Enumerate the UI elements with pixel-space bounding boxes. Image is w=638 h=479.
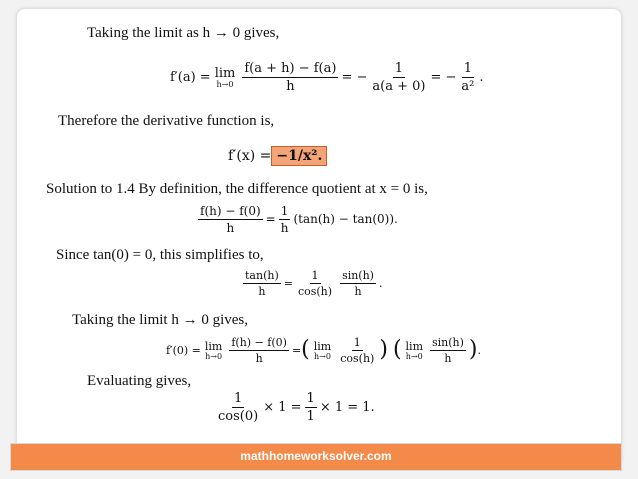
eq5-frac2-num: 1 <box>353 335 361 349</box>
eq1-frac1 <box>242 61 338 94</box>
eq1-frac2-den: a(a + 0) <box>372 78 426 94</box>
eq1-lim-word: lim <box>214 65 236 81</box>
eq3-frac2 <box>279 204 291 235</box>
eq5-eq: = <box>291 343 302 357</box>
derivative-intro-text: Therefore the derivative function is, <box>58 113 275 129</box>
eq6-frac2-num: 1 <box>306 390 315 406</box>
eq5-limit-2 <box>314 340 331 361</box>
eq6-frac2-den: 1 <box>306 408 315 424</box>
eq1-frac2 <box>370 61 427 94</box>
eq1-frac3 <box>459 61 476 94</box>
eq1-limit <box>215 66 236 89</box>
eq4-frac3 <box>340 269 376 298</box>
eq6-frac1 <box>216 391 260 424</box>
eq5-frac2 <box>338 336 376 365</box>
eq4-frac2-num: 1 <box>311 268 319 282</box>
eq6-times2: × 1 = 1. <box>319 399 375 415</box>
eq5-frac3-num: sin(h) <box>432 335 464 349</box>
eq6-frac2 <box>305 391 317 424</box>
eq3-frac1-den: h <box>226 220 235 235</box>
simplify-intro-text: Since tan(0) = 0, this simplifies to, <box>56 247 264 263</box>
eq5-lim2-word: lim <box>313 339 332 353</box>
eq5-limit-3 <box>406 340 423 361</box>
eq4-frac2-den: cos(h) <box>297 284 333 298</box>
eq3-frac1 <box>198 204 263 235</box>
eq3-frac2-num: 1 <box>280 203 289 218</box>
solution-intro-text: Solution to 1.4 By definition, the difference quotient at x = 0 is, <box>46 181 428 197</box>
eq3-frac1-num: f(h) − f(0) <box>200 203 261 218</box>
equation-limit-derivative-at-0 <box>166 330 481 370</box>
eq3-eq: = <box>265 212 276 226</box>
limit-intro-text-2: Taking the limit h → 0 gives, <box>72 312 249 328</box>
eq6-frac1-num: 1 <box>233 390 243 406</box>
eq1-frac1-num: f(a + h) − f(a) <box>244 60 337 76</box>
eq1-frac3-den: a² <box>461 78 475 94</box>
eq4-end: . <box>378 276 383 290</box>
eq4-frac3-den: h <box>354 284 362 298</box>
evaluate-intro-text: Evaluating gives, <box>87 373 192 389</box>
eq6-times1: × 1 = <box>263 399 302 415</box>
equation-evaluation <box>213 388 375 426</box>
eq5-end: . <box>477 343 482 357</box>
eq3-frac2-den: h <box>280 220 289 235</box>
eq4-eq: = <box>283 276 293 290</box>
eq5-lim3-sub: h→0 <box>405 351 423 361</box>
eq4-frac1-den: h <box>258 284 266 298</box>
eq5-limit <box>205 340 222 361</box>
eq4-frac3-num: sin(h) <box>342 268 374 282</box>
eq1-frac2-num: 1 <box>394 60 404 76</box>
eq5-frac3-den: h <box>444 351 452 365</box>
eq1-eq-neg: = − <box>341 69 368 85</box>
eq5-frac2-den: cos(h) <box>340 351 375 365</box>
eq5-lim3-word: lim <box>405 339 423 353</box>
eq5-lim-word: lim <box>204 339 223 353</box>
eq1-frac3-num: 1 <box>463 60 472 76</box>
eq2-lhs: f′(x) = <box>228 148 272 164</box>
limit-intro-text: Taking the limit as h → 0 gives, <box>87 25 280 41</box>
eq5-frac1-num: f(h) − f(0) <box>231 335 287 349</box>
equation-simplified <box>240 267 382 299</box>
eq5-frac1-den: h <box>255 351 263 365</box>
eq5-frac3 <box>430 336 466 365</box>
eq1-eq-neg2: = − <box>430 69 457 85</box>
eq4-frac1-num: tan(h) <box>245 268 279 282</box>
eq5-lhs: f′(0) = <box>166 343 201 357</box>
eq5-paren-open-1: ( <box>301 337 310 362</box>
eq3-rest: (tan(h) − tan(0)). <box>293 212 398 226</box>
eq5-lim-sub: h→0 <box>205 351 223 361</box>
eq1-lhs: f′(a) = <box>170 69 211 85</box>
eq6-frac1-den: cos(0) <box>218 408 259 424</box>
boxed-answer: −1/x². <box>271 146 327 166</box>
eq4-frac1 <box>243 269 281 298</box>
eq5-paren-close-2: ) <box>468 337 478 362</box>
eq1-lim-sub: h→0 <box>216 79 234 89</box>
eq1-end: . <box>479 69 484 85</box>
eq4-frac2 <box>296 269 334 298</box>
equation-derivative-at-a <box>170 56 483 98</box>
eq5-frac1 <box>229 336 289 365</box>
eq5-paren-close-1: ) <box>379 337 388 362</box>
footer-site-link[interactable]: mathhomeworksolver.com <box>240 449 392 463</box>
equation-derivative-function <box>228 143 327 169</box>
footer-bar <box>10 443 622 471</box>
eq5-lim2-sub: h→0 <box>314 351 331 361</box>
eq5-paren-open-2: ( <box>392 337 402 362</box>
equation-difference-quotient <box>195 203 398 235</box>
eq1-frac1-den: h <box>286 78 295 94</box>
